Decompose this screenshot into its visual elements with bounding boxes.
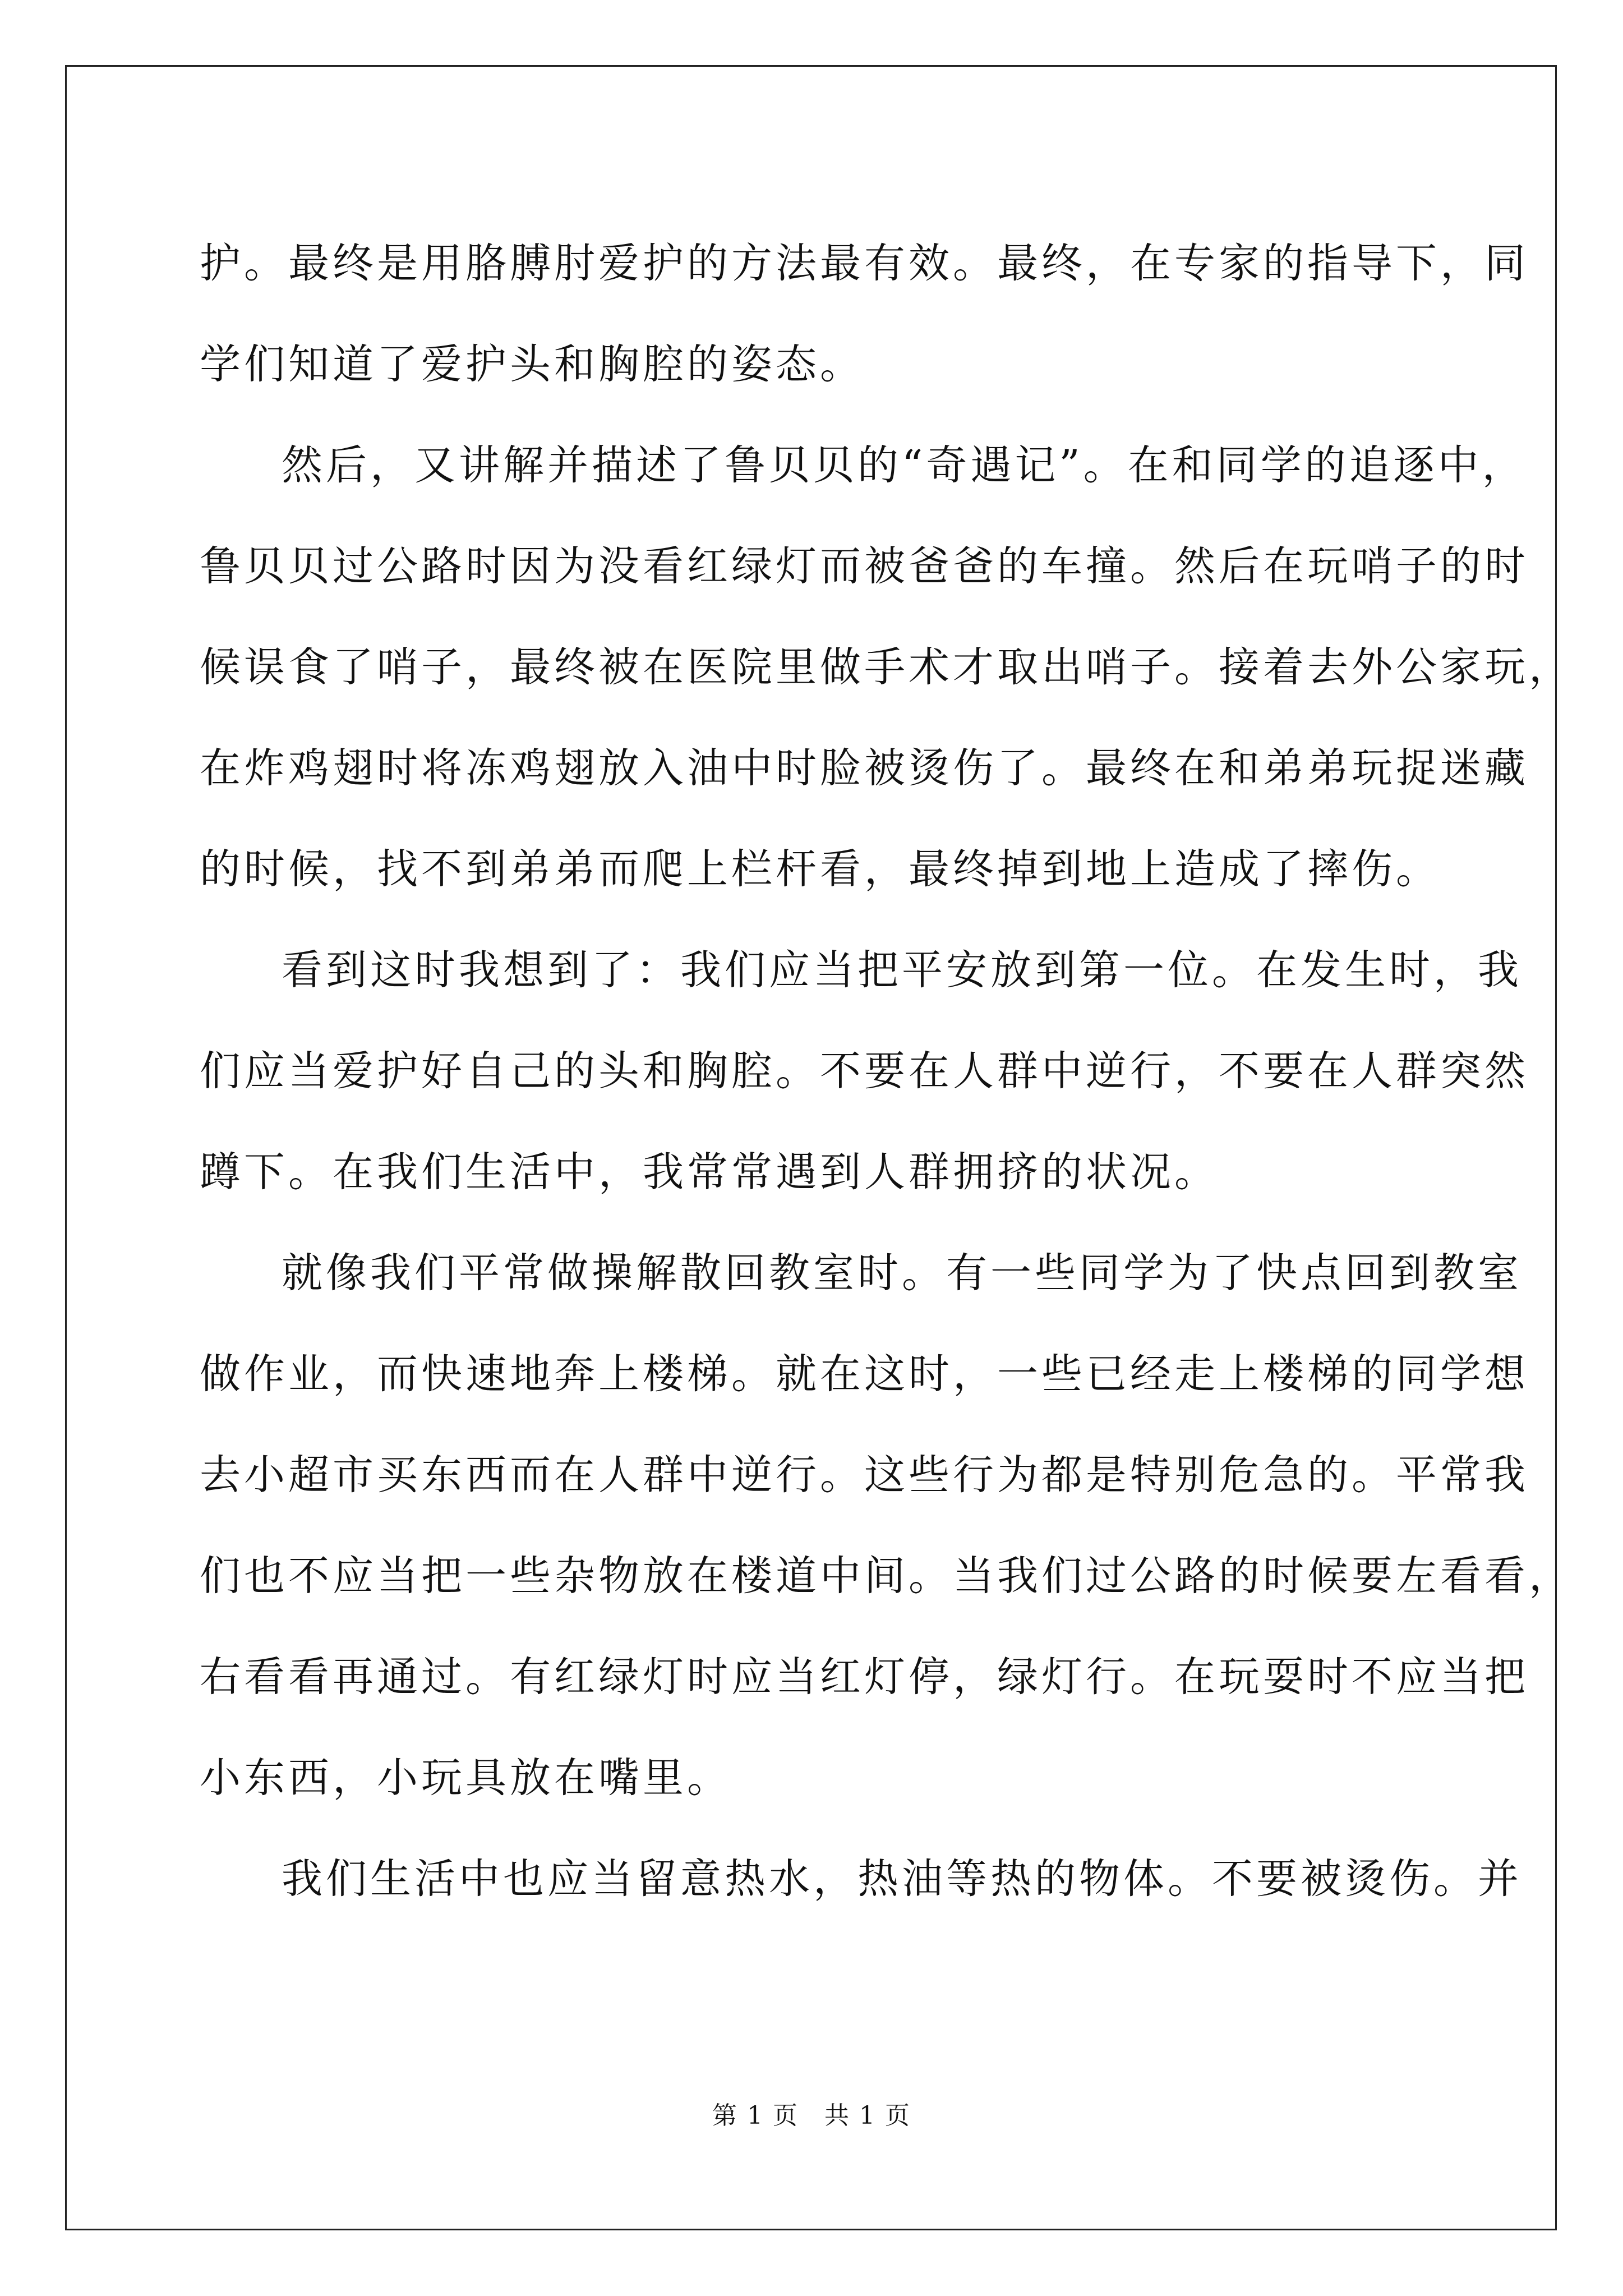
text-line: 做作业，而快速地奔上楼梯。就在这时，一些已经走上楼梯的同学想 [200, 1350, 1529, 1398]
text-line: 去小超市买东西而在人群中逆行。这些行为都是特别危急的。平常我 [200, 1451, 1529, 1499]
text-line: 们应当爱护好自己的头和胸腔。不要在人群中逆行，不要在人群突然 [200, 1047, 1529, 1095]
text-line: 蹲下。在我们生活中，我常常遇到人群拥挤的状况。 [200, 1148, 1219, 1196]
page-number-footer: 第 1 页 共 1 页 [712, 2101, 911, 2130]
text-line: 候误食了哨子，最终被在医院里做手术才取出哨子。接着去外公家玩， [200, 643, 1573, 691]
text-line: 右看看再通过。有红绿灯时应当红灯停，绿灯行。在玩耍时不应当把 [200, 1653, 1529, 1701]
text-line: 在炸鸡翅时将冻鸡翅放入油中时脸被烫伤了。最终在和弟弟玩捉迷藏 [200, 744, 1529, 792]
text-line: 学们知道了爱护头和胸腔的姿态。 [200, 341, 864, 388]
document-body [200, 213, 1573, 1930]
text-line: 就像我们平常做操解散回教室时。有一些同学为了快点回到教室 [282, 1249, 1522, 1297]
text-line: 看到这时我想到了：我们应当把平安放到第一位。在发生时，我 [282, 946, 1522, 994]
text-line: 然后，又讲解并描述了鲁贝贝的“奇遇记”。在和同学的追逐中， [282, 441, 1527, 489]
text-line: 们也不应当把一些杂物放在楼道中间。当我们过公路的时候要左看看， [200, 1552, 1573, 1600]
text-line: 鲁贝贝过公路时因为没看红绿灯而被爸爸的车撞。然后在玩哨子的时 [200, 542, 1529, 590]
text-line: 小东西，小玩具放在嘴里。 [200, 1754, 731, 1802]
text-line: 护。最终是用胳膊肘爱护的方法最有效。最终，在专家的指导下，同 [200, 240, 1529, 287]
text-line: 的时候，找不到弟弟而爬上栏杆看，最终掉到地上造成了摔伤。 [200, 845, 1440, 893]
text-line: 我们生活中也应当留意热水，热油等热的物体。不要被烫伤。并 [282, 1855, 1522, 1903]
